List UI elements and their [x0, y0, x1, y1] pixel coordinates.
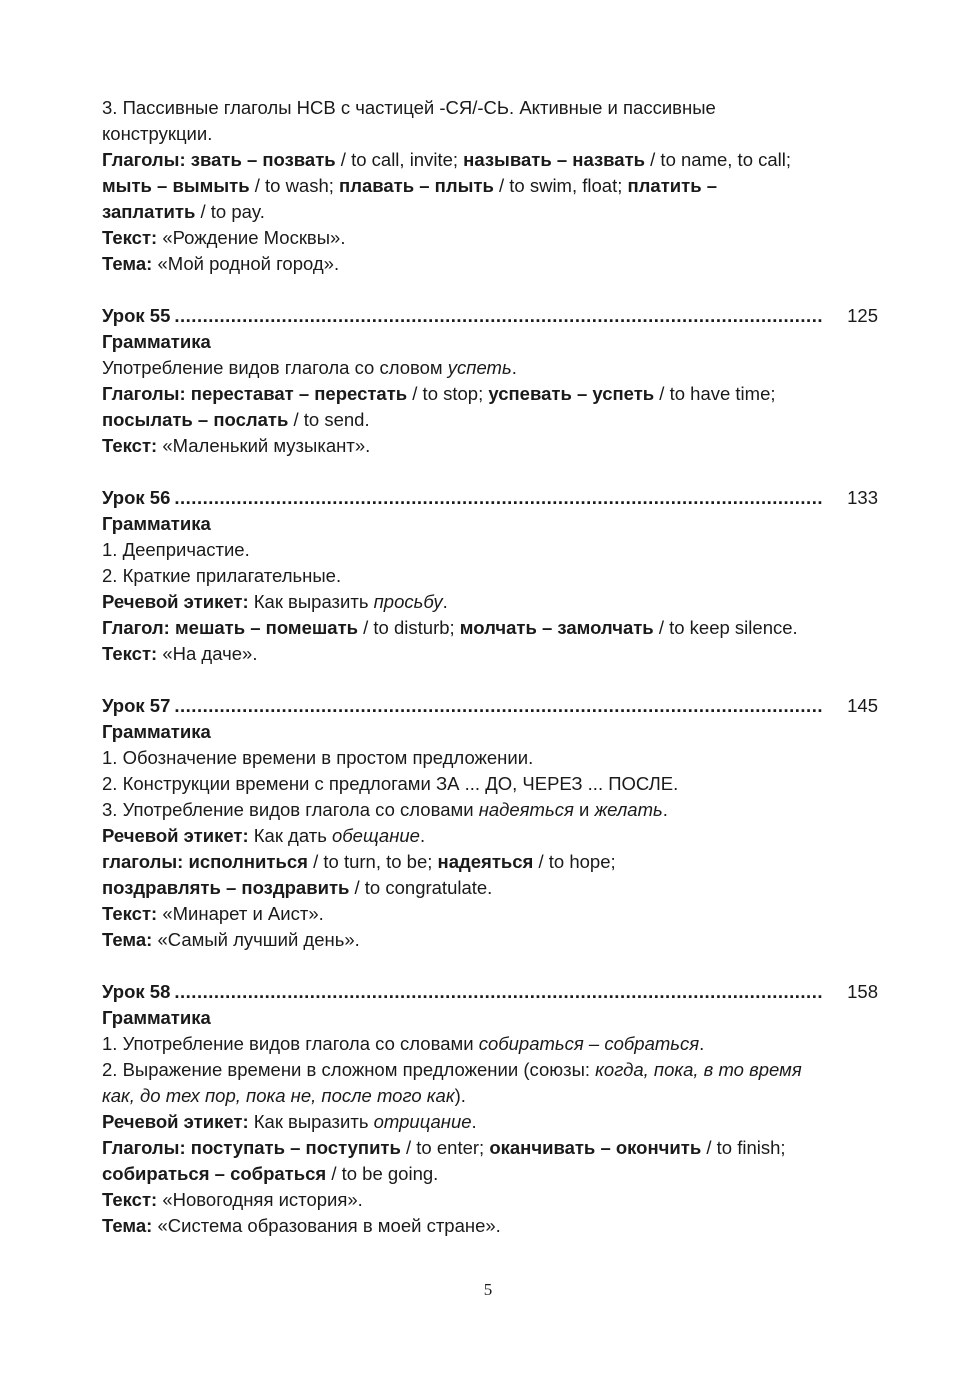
theme-line	[102, 251, 878, 277]
grammar-heading: Грамматика	[102, 513, 211, 534]
leader-dots	[174, 693, 822, 719]
text-line: Текст: «Новогодняя история».	[102, 1189, 363, 1210]
verbs-line: глаголы: исполниться / to turn, to be; надеяться / to hope;	[102, 851, 616, 872]
theme-line: Тема: «Система образования в моей стране».	[102, 1215, 501, 1236]
page-ref: 145	[847, 695, 878, 716]
lesson-title: Урок 58	[102, 981, 171, 1002]
theme-line: Тема: «Самый лучший день».	[102, 929, 360, 950]
lesson-56-heading[interactable]	[102, 485, 878, 511]
text-line: Текст: «Маленький музыкант».	[102, 435, 371, 456]
verb-pair: мыть – вымыть	[102, 175, 250, 196]
theme-label: Тема:	[102, 253, 153, 274]
table-of-contents	[102, 95, 878, 1239]
verb-pair: звать – позвать	[190, 149, 336, 170]
text-title: «Рождение Москвы».	[157, 227, 346, 248]
speech-etiquette-line: Речевой этикет: Как выразить отрицание.	[102, 1111, 477, 1132]
verbs-line: Глаголы: поступать – поступить / to enter; оканчивать – окончить / to finish; собираться – собраться / to be going.	[102, 1137, 786, 1184]
page-ref: 158	[847, 981, 878, 1002]
grammar-item: 3. Употребление видов глагола со словами надеяться и желать.	[102, 799, 668, 820]
grammar-heading: Грамматика	[102, 721, 211, 742]
verbs-line	[102, 147, 802, 225]
lesson-55-heading[interactable]	[102, 303, 878, 329]
verb-pair: плавать – плыть	[339, 175, 494, 196]
text-label: Текст:	[102, 227, 158, 248]
grammar-item: 1. Употребление видов глагола со словами собираться – собраться.	[102, 1033, 705, 1054]
lesson-title: Урок 57	[102, 695, 171, 716]
page-ref: 133	[847, 487, 878, 508]
lesson-58-heading[interactable]	[102, 979, 878, 1005]
verbs-line: поздравлять – поздравить / to congratulate.	[102, 877, 493, 898]
grammar-item: 1. Обозначение времени в простом предложении.	[102, 747, 534, 768]
grammar-heading: Грамматика	[102, 331, 211, 352]
grammar-item: Употребление видов глагола со словом успеть.	[102, 357, 517, 378]
grammar-item: 2. Конструкции времени с предлогами ЗА ... ДО, ЧЕРЕЗ ... ПОСЛЕ.	[102, 773, 679, 794]
verb-translation: / to call, invite;	[335, 149, 464, 170]
theme-title: «Мой родной город».	[152, 253, 340, 274]
verbs-label: Глаголы:	[102, 149, 186, 170]
verbs-line: Глагол: мешать – помешать / to disturb; молчать – замолчать / to keep silence.	[102, 617, 798, 638]
lesson-57-heading[interactable]	[102, 693, 878, 719]
verbs-line: Глаголы: перестават – перестать / to stop; успевать – успеть / to have time; посылать – послать / to send.	[102, 383, 776, 430]
lesson-title: Урок 55	[102, 305, 171, 326]
verb-translation: / to swim, float;	[493, 175, 628, 196]
leader-dots	[174, 979, 822, 1005]
verb-pair: платить – заплатить	[102, 175, 718, 222]
page-ref: 125	[847, 305, 878, 326]
text-line	[102, 225, 878, 251]
speech-etiquette-line: Речевой этикет: Как выразить просьбу.	[102, 591, 448, 612]
verb-pair: называть – назвать	[463, 149, 646, 170]
lesson-title: Урок 56	[102, 487, 171, 508]
text-line: Текст: «Минарет и Аист».	[102, 903, 324, 924]
leader-dots	[174, 303, 822, 329]
verb-translation: / to pay.	[195, 201, 265, 222]
page-number: 5	[483, 1280, 493, 1299]
grammar-item: 1. Деепричастие.	[102, 539, 250, 560]
grammar-heading: Грамматика	[102, 1007, 211, 1028]
grammar-item: 2. Краткие прилагательные.	[102, 565, 342, 586]
verb-translation: / to name, to call;	[645, 149, 792, 170]
speech-etiquette-line: Речевой этикет: Как дать обещание.	[102, 825, 426, 846]
verb-translation: / to wash;	[249, 175, 340, 196]
grammar-item: 2. Выражение времени в сложном предложении (союзы: когда, пока, в то время как, до тех пор, пока не, после того как).	[102, 1059, 802, 1106]
grammar-item: 3. Пассивные глаголы НСВ с частицей -СЯ/-СЬ. Активные и пассивные конструкции.	[102, 97, 716, 144]
leader-dots	[174, 485, 822, 511]
text-line: Текст: «На даче».	[102, 643, 258, 664]
